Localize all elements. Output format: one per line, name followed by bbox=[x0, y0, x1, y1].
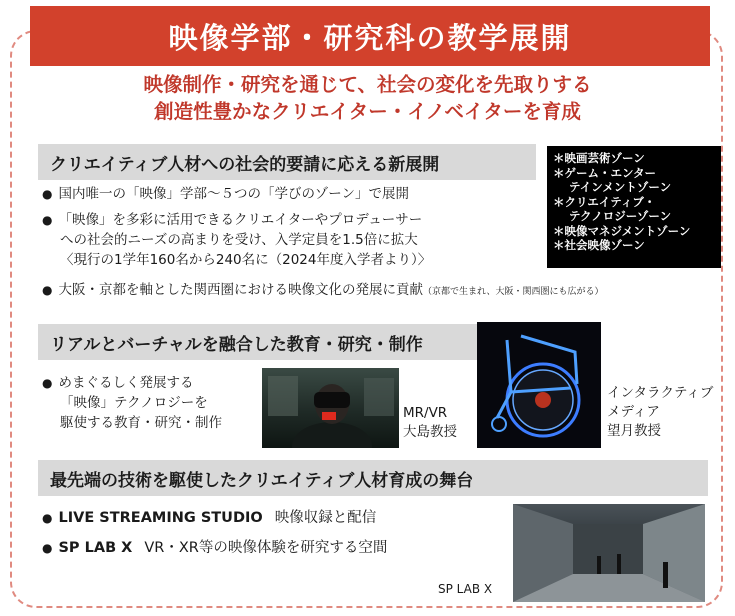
facility-desc: VR・XR等の映像体験を研究する空間 bbox=[144, 540, 388, 556]
zones-box bbox=[547, 146, 721, 268]
bullet-dot-icon: ● bbox=[42, 283, 53, 297]
bullet-item bbox=[42, 373, 222, 433]
caption-text: インタラクティブ bbox=[607, 385, 714, 401]
bullet-text: 「映像」テクノロジーを bbox=[60, 395, 208, 411]
facility-name: SP LAB X bbox=[58, 540, 133, 556]
bullet-dot-icon: ● bbox=[42, 213, 53, 227]
zone-item: ＊クリエイティブ・ bbox=[553, 194, 656, 209]
bullet-text: 国内唯一の「映像」学部～５つの「学びのゾーン」で展開 bbox=[58, 186, 409, 202]
zone-item: ＊映像マネジメントゾーン bbox=[553, 223, 691, 238]
interactive-wheelchair-photo bbox=[477, 322, 601, 448]
zone-item: ＊ゲーム・エンター bbox=[553, 165, 657, 180]
bullet-dot-icon: ● bbox=[42, 541, 53, 555]
vr-headset-photo bbox=[262, 368, 399, 448]
page-title: 映像学部・研究科の教学展開 bbox=[30, 6, 710, 66]
bullet-item bbox=[42, 508, 376, 528]
tagline-line-1: 映像制作・研究を通じて、社会の変化を先取りする bbox=[143, 73, 592, 96]
bullet-text: 駆使する教育・研究・制作 bbox=[60, 415, 222, 431]
bullet-dot-icon: ● bbox=[42, 511, 53, 525]
tagline-line-2: 創造性豊かなクリエイター・イノベイターを育成 bbox=[154, 100, 581, 123]
bullet-text: めまぐるしく発展する bbox=[58, 375, 194, 391]
sp-lab-photo bbox=[513, 504, 705, 602]
bullet-text: への社会的ニーズの高まりを受け、入学定員を1.5倍に拡大 bbox=[60, 232, 418, 248]
bullet-text: 「映像」を多彩に活用できるクリエイターやプロデューサー bbox=[58, 212, 423, 228]
bullet-note: （京都で生まれ、大阪・関西圏にも広がる） bbox=[422, 287, 604, 297]
bullet-dot-icon: ● bbox=[42, 187, 53, 201]
facility-name: LIVE STREAMING STUDIO bbox=[58, 510, 263, 526]
bullet-item bbox=[42, 210, 431, 270]
bullet-item bbox=[42, 538, 387, 558]
media-caption bbox=[607, 384, 713, 441]
zone-item: テインメントゾーン bbox=[569, 180, 672, 194]
bullet-item bbox=[42, 184, 409, 204]
section3-heading: 最先端の技術を駆使したクリエイティブ人材育成の舞台 bbox=[38, 460, 708, 496]
bullet-item bbox=[42, 280, 604, 302]
zone-item: ＊映画芸術ゾーン bbox=[553, 151, 645, 165]
lab-caption: SP LAB X bbox=[438, 582, 493, 596]
caption-text: 大島教授 bbox=[403, 424, 457, 440]
caption-text: 望月教授 bbox=[607, 423, 661, 439]
caption-text: メディア bbox=[607, 404, 660, 420]
section1-heading: クリエイティブ人材への社会的要請に応える新展開 bbox=[38, 144, 536, 180]
bullet-text: 〈現行の1学年160名から240名に（2024年度入学者より）〉 bbox=[60, 252, 432, 268]
bullet-text: 大阪・京都を軸とした関西圏における映像文化の発展に貢献 bbox=[58, 282, 423, 298]
zone-item: ＊社会映像ゾーン bbox=[553, 238, 645, 252]
section2-heading: リアルとバーチャルを融合した教育・研究・制作 bbox=[38, 324, 478, 360]
bullet-dot-icon: ● bbox=[42, 376, 53, 390]
zone-item: テクノロジーゾーン bbox=[569, 209, 672, 223]
caption-text: MR/VR bbox=[403, 405, 448, 421]
vr-caption bbox=[403, 404, 457, 442]
facility-desc: 映像収録と配信 bbox=[274, 510, 377, 526]
